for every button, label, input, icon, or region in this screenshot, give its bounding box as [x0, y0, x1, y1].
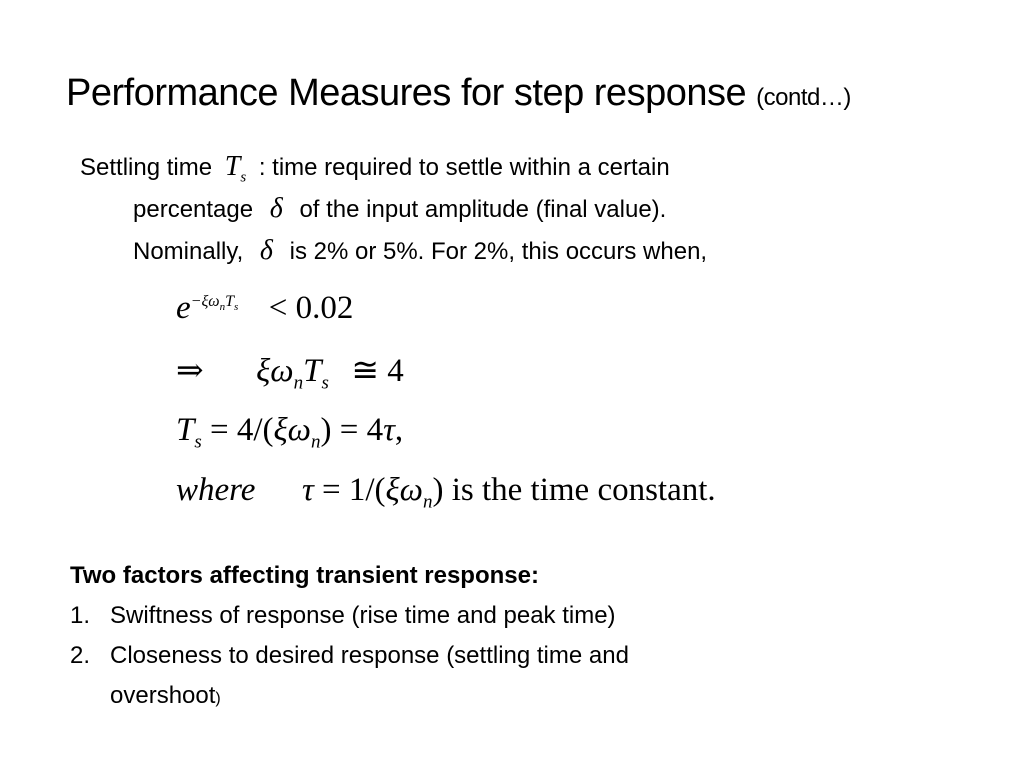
title-main: Performance Measures for step response — [66, 72, 747, 114]
slide-title — [66, 72, 851, 115]
eq4-xi-omega: ξω — [385, 472, 423, 508]
definition-text-3a: Nominally, — [133, 238, 244, 265]
factor-text-tail: ) — [215, 690, 221, 707]
equation-3 — [176, 412, 403, 454]
eq1-exp-n: n — [219, 301, 226, 314]
eq4-mid: = 1/( — [322, 472, 386, 508]
factor-item-2 — [70, 636, 850, 719]
eq2-T: T — [303, 353, 322, 389]
eq1-exp-s: s — [234, 301, 239, 314]
eq1-exp-xiomega: −ξω — [190, 293, 220, 310]
transient-factors — [70, 556, 850, 719]
factor-number: 1. — [70, 602, 91, 629]
ts-symbol-T: T — [224, 151, 241, 182]
factor-text: Swiftness of response (rise time and peak time) — [110, 602, 616, 629]
settling-time-definition — [80, 146, 910, 272]
eq3-n: n — [310, 431, 321, 453]
eq3-tau: τ — [383, 412, 395, 448]
eq3-s: s — [194, 431, 202, 453]
eq3-close: ) = 4 — [320, 412, 384, 448]
eq3-xi-omega: ξω — [273, 412, 311, 448]
definition-text-3b: is 2% or 5%. For 2%, this occurs when, — [289, 238, 708, 265]
delta-symbol-2: δ — [259, 235, 273, 266]
colon: : — [258, 154, 266, 181]
eq1-rhs: < 0.02 — [268, 290, 354, 326]
eq4-close: ) — [432, 472, 444, 508]
settling-time-label: Settling time — [80, 154, 213, 181]
eq4-where: where — [176, 472, 256, 508]
definition-line-3 — [80, 230, 910, 272]
eq4-text: is the time constant. — [451, 472, 716, 508]
title-suffix: (contd…) — [756, 84, 851, 111]
definition-line-2 — [80, 188, 910, 230]
factor-item-1 — [70, 596, 850, 636]
equation-2 — [176, 350, 404, 395]
definition-text-1: time required to settle within a certain — [272, 154, 670, 181]
eq4-tau: τ — [301, 472, 314, 508]
eq3-mid: = 4/( — [210, 412, 274, 448]
implies-symbol: ⇒ — [176, 353, 204, 389]
eq1-base: e — [176, 290, 191, 326]
equation-4 — [176, 472, 716, 514]
equation-1 — [176, 290, 353, 327]
eq1-exponent — [190, 293, 239, 314]
eq2-n: n — [293, 372, 304, 394]
delta-symbol: δ — [269, 193, 283, 224]
definition-line-1 — [80, 146, 910, 188]
eq2-rhs: ≅ 4 — [351, 353, 404, 389]
factors-heading: Two factors affecting transient response: — [70, 562, 539, 589]
factor-text-continued: overshoot — [110, 682, 216, 709]
eq4-n: n — [422, 491, 433, 513]
definition-text-2b: of the input amplitude (final value). — [299, 196, 667, 223]
eq1-exp-T: T — [225, 293, 235, 310]
eq3-end: , — [394, 412, 404, 448]
definition-text-2a: percentage — [133, 196, 254, 223]
eq2-xi-omega: ξω — [256, 353, 294, 389]
factor-number: 2. — [70, 642, 91, 669]
factor-text: Closeness to desired response (settling time and — [110, 642, 629, 669]
ts-symbol-sub: s — [240, 169, 247, 186]
eq2-s: s — [321, 372, 329, 394]
eq3-T: T — [176, 412, 195, 448]
